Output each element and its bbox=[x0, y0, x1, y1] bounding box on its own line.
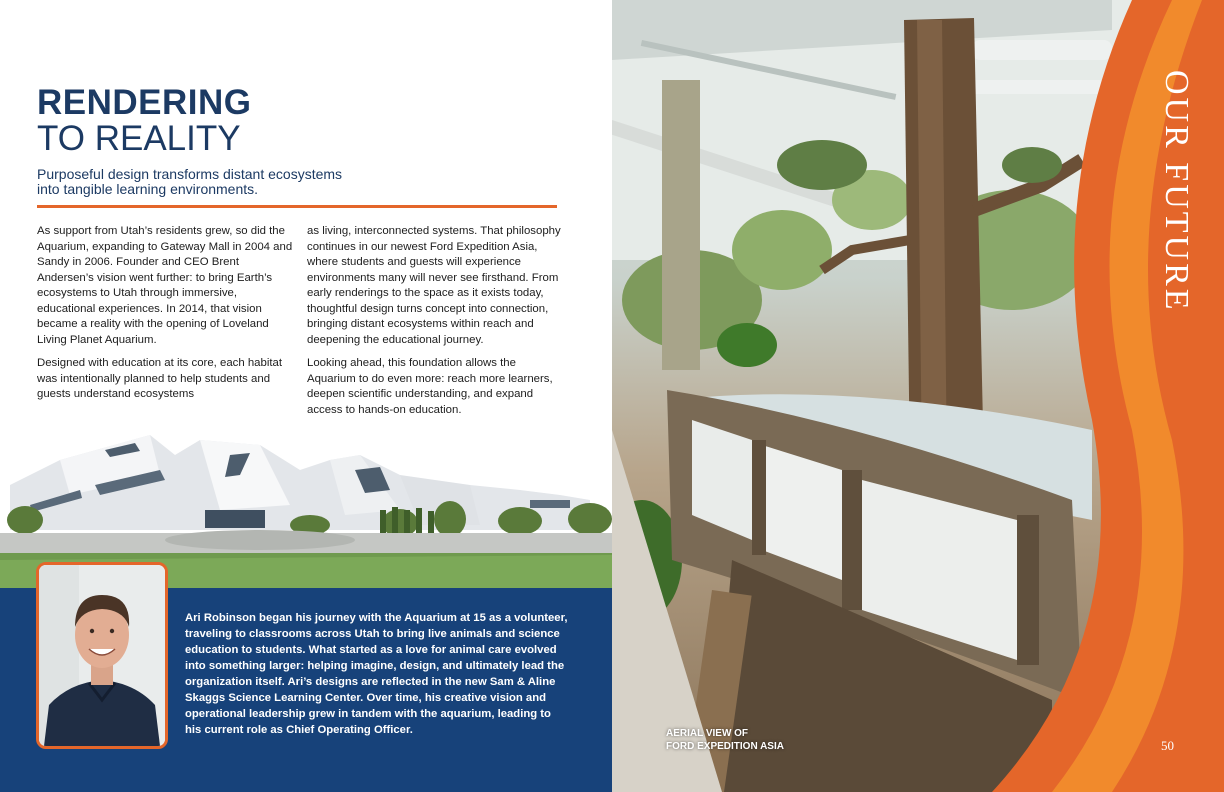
bio-paragraph: Ari Robinson began his journey with the Aquarium at 15 as a volunteer, traveling to classrooms across Utah to bring live animals and science education to students. What started as a love for animal care evolved into something larger: helping imagine, design, and ultimately lead the organization itself. Ari’s designs are reflected in the new Sam & Aline Skaggs Science Learning Center. Over time, his creative vision and operational leadership grew in tandem with the aquarium, leading to his current role as Chief Operating Officer. bbox=[185, 612, 568, 736]
title-line-1: RENDERING bbox=[37, 83, 252, 122]
portrait-photo bbox=[36, 562, 168, 749]
paragraph: As support from Utah’s residents grew, so did the Aquarium, expanding to Gateway Mall in 2004 and Sandy in 2006. Founder and CEO Brent Andersen’s vision went further: to bring Earth’s ecosystems to Utah through immersive, educational experiences. In 2014, that vision became a reality with the opening of Loveland Living Planet Aquarium. bbox=[37, 225, 293, 346]
expedition-asia-photo bbox=[612, 0, 1224, 792]
page-number: 50 bbox=[1161, 738, 1174, 753]
paragraph: Designed with education at its core, each habitat was intentionally planned to help students and guests understand ecosystems bbox=[37, 357, 283, 400]
caption-line-1: AERIAL VIEW OF bbox=[666, 728, 749, 739]
divider-rule bbox=[37, 205, 557, 208]
section-title: OUR FUTURE bbox=[1158, 70, 1195, 313]
paragraph: as living, interconnected systems. That philosophy continues in our newest Ford Expedition Asia, where students and guests will experience environments many will never see firsthand. From early renderings to the space as it exists today, thoughtful design turns concept into connection, bringing distant ecosystems within reach and deepening the educational journey. bbox=[307, 225, 561, 346]
paragraph: Looking ahead, this foundation allows the Aquarium to do even more: reach more learners, deepen scientific understanding, and expand access to hands-on education. bbox=[307, 357, 553, 416]
title-line-2: TO REALITY bbox=[37, 119, 241, 158]
subtitle: Purposeful design transforms distant ecosystems into tangible learning environments. bbox=[37, 166, 343, 197]
text-column-right bbox=[307, 224, 565, 426]
right-page bbox=[612, 0, 1224, 792]
photo-caption bbox=[666, 727, 784, 753]
caption-line-2: FORD EXPEDITION ASIA bbox=[666, 741, 784, 752]
text-column-left bbox=[37, 224, 295, 411]
